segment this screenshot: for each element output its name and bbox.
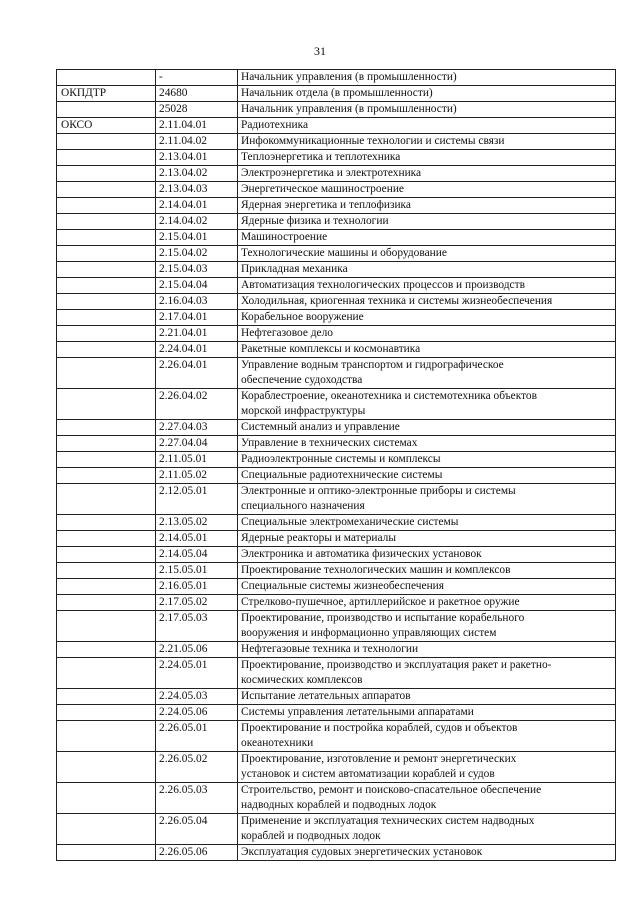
classifier-table (56, 69, 616, 861)
code-cell: 2.15.04.03 (156, 262, 238, 278)
title-cell: Инфокоммуникационные технологии и системы связи (238, 134, 616, 150)
table-row (57, 705, 616, 721)
classifier-name-cell (57, 845, 156, 861)
table-row (57, 845, 616, 861)
title-cell: Теплоэнергетика и теплотехника (238, 150, 616, 166)
code-cell: 2.24.05.01 (156, 658, 238, 689)
classifier-name-cell (57, 70, 156, 86)
title-cell: Радиоэлектронные системы и комплексы (238, 452, 616, 468)
classifier-name-cell (57, 358, 156, 389)
table-row (57, 783, 616, 814)
code-cell: 2.11.04.01 (156, 118, 238, 134)
table-row (57, 611, 616, 642)
table-row (57, 310, 616, 326)
table-row (57, 814, 616, 845)
classifier-name-cell: ОКПДТР (57, 86, 156, 102)
title-cell: Электроника и автоматика физических установок (238, 547, 616, 563)
table-row (57, 689, 616, 705)
code-cell: 2.16.05.01 (156, 579, 238, 595)
table-row (57, 658, 616, 689)
table-row (57, 595, 616, 611)
code-cell: 2.26.05.03 (156, 783, 238, 814)
title-cell: Электронные и оптико-электронные приборы и системы специального назначения (238, 484, 616, 515)
code-cell: 24680 (156, 86, 238, 102)
code-cell: 2.13.04.03 (156, 182, 238, 198)
code-cell: 2.11.05.01 (156, 452, 238, 468)
title-cell: Эксплуатация судовых энергетических установок (238, 845, 616, 861)
title-cell: Ядерные физика и технологии (238, 214, 616, 230)
classifier-name-cell (57, 579, 156, 595)
code-cell: 2.14.04.02 (156, 214, 238, 230)
classifier-name-cell (57, 230, 156, 246)
classifier-name-cell (57, 134, 156, 150)
code-cell: 2.15.04.04 (156, 278, 238, 294)
classifier-name-cell (57, 214, 156, 230)
title-cell: Начальник управления (в промышленности) (238, 70, 616, 86)
title-cell: Испытание летательных аппаратов (238, 689, 616, 705)
classifier-name-cell (57, 642, 156, 658)
classifier-name-cell (57, 752, 156, 783)
classifier-name-cell (57, 531, 156, 547)
table-row (57, 262, 616, 278)
table-row (57, 198, 616, 214)
title-cell: Машиностроение (238, 230, 616, 246)
title-cell: Проектирование, производство и эксплуатация ракет и ракетно- космических комплексов (238, 658, 616, 689)
classifier-name-cell (57, 389, 156, 420)
table-row (57, 484, 616, 515)
table-row (57, 102, 616, 118)
title-cell: Прикладная механика (238, 262, 616, 278)
table-row (57, 166, 616, 182)
table-row (57, 70, 616, 86)
code-cell: 2.15.04.01 (156, 230, 238, 246)
code-cell: 2.26.05.01 (156, 721, 238, 752)
title-cell: Системный анализ и управление (238, 420, 616, 436)
code-cell: 2.26.04.01 (156, 358, 238, 389)
classifier-name-cell: ОКСО (57, 118, 156, 134)
classifier-name-cell (57, 436, 156, 452)
classifier-name-cell (57, 721, 156, 752)
code-cell: 2.27.04.04 (156, 436, 238, 452)
classifier-name-cell (57, 246, 156, 262)
classifier-name-cell (57, 326, 156, 342)
code-cell: 2.17.05.02 (156, 595, 238, 611)
code-cell: 2.13.05.02 (156, 515, 238, 531)
code-cell: 2.26.05.02 (156, 752, 238, 783)
title-cell: Нефтегазовые техника и технологии (238, 642, 616, 658)
classifier-name-cell (57, 783, 156, 814)
code-cell: 2.21.05.06 (156, 642, 238, 658)
title-cell: Ракетные комплексы и космонавтика (238, 342, 616, 358)
code-cell: 2.13.04.01 (156, 150, 238, 166)
code-cell: 25028 (156, 102, 238, 118)
classifier-name-cell (57, 310, 156, 326)
table-row (57, 294, 616, 310)
table-row (57, 182, 616, 198)
table-row (57, 278, 616, 294)
title-cell: Стрелково-пушечное, артиллерийское и ракетное оружие (238, 595, 616, 611)
title-cell: Начальник отдела (в промышленности) (238, 86, 616, 102)
code-cell: 2.26.05.04 (156, 814, 238, 845)
code-cell: 2.13.04.02 (156, 166, 238, 182)
classifier-name-cell (57, 611, 156, 642)
classifier-name-cell (57, 563, 156, 579)
title-cell: Специальные электромеханические системы (238, 515, 616, 531)
classifier-name-cell (57, 689, 156, 705)
title-cell: Управление в технических системах (238, 436, 616, 452)
code-cell: 2.24.04.01 (156, 342, 238, 358)
classifier-name-cell (57, 658, 156, 689)
title-cell: Корабельное вооружение (238, 310, 616, 326)
classifier-name-cell (57, 814, 156, 845)
title-cell: Автоматизация технологических процессов и производств (238, 278, 616, 294)
classifier-table-body (57, 70, 616, 861)
code-cell: 2.14.05.01 (156, 531, 238, 547)
classifier-name-cell (57, 262, 156, 278)
classifier-name-cell (57, 452, 156, 468)
table-row (57, 326, 616, 342)
title-cell: Энергетическое машиностроение (238, 182, 616, 198)
title-cell: Ядерная энергетика и теплофизика (238, 198, 616, 214)
title-cell: Проектирование, изготовление и ремонт энергетических установок и систем автоматизации кораблей и судов (238, 752, 616, 783)
title-cell: Холодильная, криогенная техника и системы жизнеобеспечения (238, 294, 616, 310)
classifier-name-cell (57, 150, 156, 166)
title-cell: Технологические машины и оборудование (238, 246, 616, 262)
table-row (57, 452, 616, 468)
table-row (57, 579, 616, 595)
classifier-name-cell (57, 595, 156, 611)
table-row (57, 721, 616, 752)
classifier-name-cell (57, 198, 156, 214)
table-row (57, 118, 616, 134)
table-row (57, 420, 616, 436)
table-row (57, 86, 616, 102)
code-cell: 2.14.05.04 (156, 547, 238, 563)
table-row (57, 246, 616, 262)
table-row (57, 150, 616, 166)
code-cell: 2.26.05.06 (156, 845, 238, 861)
title-cell: Специальные радиотехнические системы (238, 468, 616, 484)
table-row (57, 752, 616, 783)
classifier-name-cell (57, 515, 156, 531)
table-row (57, 358, 616, 389)
title-cell: Проектирование и постройка кораблей, судов и объектов океанотехники (238, 721, 616, 752)
classifier-name-cell (57, 182, 156, 198)
classifier-name-cell (57, 102, 156, 118)
title-cell: Применение и эксплуатация технических систем надводных кораблей и подводных лодок (238, 814, 616, 845)
code-cell: 2.11.04.02 (156, 134, 238, 150)
page-number: 31 (314, 44, 326, 58)
code-cell: 2.24.05.06 (156, 705, 238, 721)
table-row (57, 436, 616, 452)
code-cell: 2.15.05.01 (156, 563, 238, 579)
table-row (57, 230, 616, 246)
code-cell: 2.26.04.02 (156, 389, 238, 420)
table-row (57, 134, 616, 150)
classifier-name-cell (57, 278, 156, 294)
code-cell: 2.11.05.02 (156, 468, 238, 484)
table-row (57, 468, 616, 484)
code-cell: 2.16.04.03 (156, 294, 238, 310)
table-row (57, 563, 616, 579)
classifier-name-cell (57, 547, 156, 563)
table-row (57, 214, 616, 230)
classifier-name-cell (57, 166, 156, 182)
code-cell: 2.12.05.01 (156, 484, 238, 515)
classifier-name-cell (57, 484, 156, 515)
classifier-name-cell (57, 420, 156, 436)
table-row (57, 389, 616, 420)
code-cell: 2.24.05.03 (156, 689, 238, 705)
code-cell: 2.17.05.03 (156, 611, 238, 642)
classifier-name-cell (57, 294, 156, 310)
title-cell: Начальник управления (в промышленности) (238, 102, 616, 118)
code-cell: 2.21.04.01 (156, 326, 238, 342)
table-row (57, 531, 616, 547)
code-cell: 2.27.04.03 (156, 420, 238, 436)
code-cell: - (156, 70, 238, 86)
classifier-name-cell (57, 468, 156, 484)
title-cell: Ядерные реакторы и материалы (238, 531, 616, 547)
title-cell: Радиотехника (238, 118, 616, 134)
title-cell: Строительство, ремонт и поисково-спасательное обеспечение надводных кораблей и подводных лодок (238, 783, 616, 814)
title-cell: Специальные системы жизнеобеспечения (238, 579, 616, 595)
table-row (57, 547, 616, 563)
table-row (57, 642, 616, 658)
classifier-name-cell (57, 342, 156, 358)
title-cell: Проектирование технологических машин и комплексов (238, 563, 616, 579)
title-cell: Управление водным транспортом и гидрографическое обеспечение судоходства (238, 358, 616, 389)
code-cell: 2.14.04.01 (156, 198, 238, 214)
table-row (57, 342, 616, 358)
title-cell: Электроэнергетика и электротехника (238, 166, 616, 182)
title-cell: Кораблестроение, океанотехника и системотехника объектов морской инфраструктуры (238, 389, 616, 420)
code-cell: 2.17.04.01 (156, 310, 238, 326)
title-cell: Системы управления летательными аппаратами (238, 705, 616, 721)
table-row (57, 515, 616, 531)
code-cell: 2.15.04.02 (156, 246, 238, 262)
title-cell: Нефтегазовое дело (238, 326, 616, 342)
classifier-name-cell (57, 705, 156, 721)
title-cell: Проектирование, производство и испытание корабельного вооружения и информационно управляющих систем (238, 611, 616, 642)
